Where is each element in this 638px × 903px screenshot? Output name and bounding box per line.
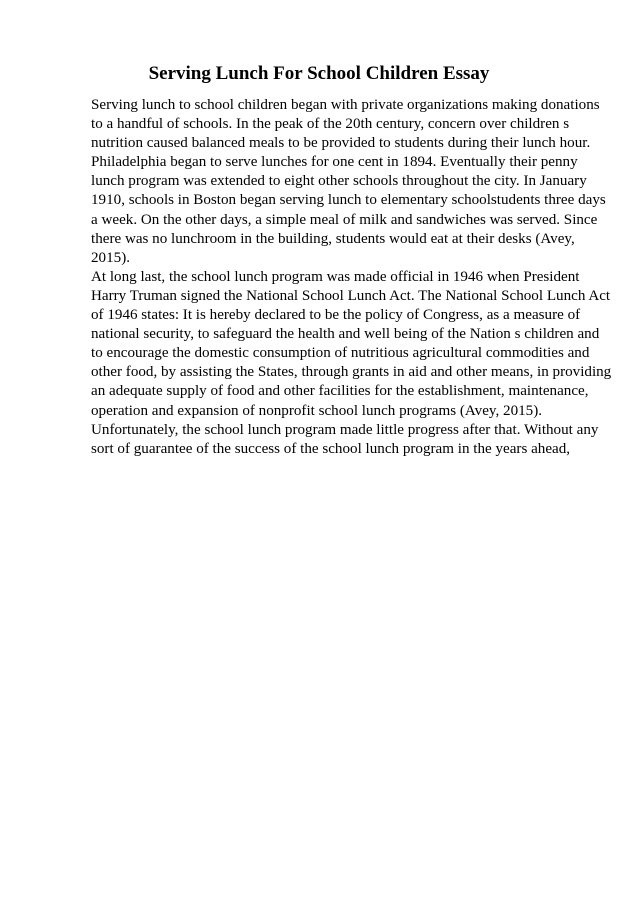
- body-line: of 1946 states: It is hereby declared to be the policy of Congress, as a measure of: [91, 307, 581, 324]
- body-line: national security, to safeguard the health and well being of the Nation s children and: [91, 326, 600, 343]
- body-line: 1910, schools in Boston began serving lunch to elementary schoolstudents three days: [91, 192, 606, 209]
- document-title: Serving Lunch For School Children Essay: [148, 63, 490, 84]
- body-line: an adequate supply of food and other facilities for the establishment, maintenance,: [91, 383, 589, 400]
- body-line: nutrition caused balanced meals to be provided to students during their lunch hour.: [91, 135, 591, 152]
- body-line: to a handful of schools. In the peak of the 20th century, concern over children s: [91, 116, 570, 133]
- body-line: operation and expansion of nonprofit school lunch programs (Avey, 2015).: [91, 402, 543, 419]
- body-line: sort of guarantee of the success of the school lunch program in the years ahead,: [91, 440, 571, 457]
- body-line: there was no lunchroom in the building, students would eat at their desks (Avey,: [91, 230, 575, 247]
- body-line: Harry Truman signed the National School Lunch Act. The National School Lunch Act: [91, 287, 611, 304]
- body-line: Unfortunately, the school lunch program made little progress after that. Without any: [91, 421, 599, 438]
- body-line: other food, by assisting the States, through grants in aid and other means, in providing: [91, 364, 612, 381]
- body-line: Philadelphia began to serve lunches for one cent in 1894. Eventually their penny: [91, 154, 578, 171]
- body-line: lunch program was extended to eight other schools throughout the city. In January: [91, 173, 587, 190]
- body-line: a week. On the other days, a simple meal of milk and sandwiches was served. Since: [91, 211, 598, 228]
- body-line: Serving lunch to school children began with private organizations making donations: [91, 97, 600, 113]
- body-line: 2015).: [91, 249, 130, 266]
- body-line: At long last, the school lunch program was made official in 1946 when President: [91, 268, 580, 285]
- body-line: to encourage the domestic consumption of nutritious agricultural commodities and: [91, 345, 590, 362]
- document-body: [91, 96, 611, 459]
